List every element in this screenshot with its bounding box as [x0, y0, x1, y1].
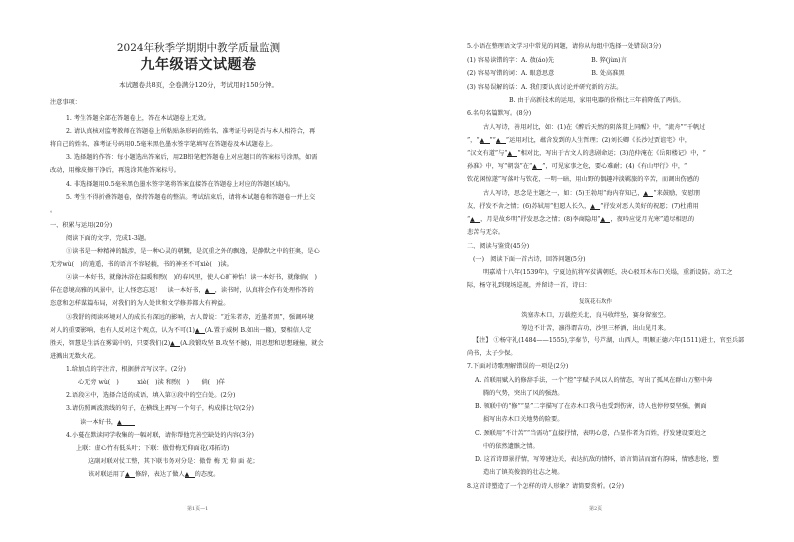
para2-answer-blank[interactable] — [205, 287, 215, 294]
para3-line — [50, 327, 311, 335]
q6-blank-2[interactable] — [496, 137, 506, 144]
q2-title: 2.语段②中，选择合适的成语，填入第③段中的空白处。(2分) — [66, 392, 236, 399]
q4-line: 上联：虚心竹有低头叶；下联：傲骨梅无仰面花(邓拓诗) — [76, 445, 230, 452]
q6-line — [467, 163, 687, 171]
para3-line — [50, 340, 324, 348]
exam-subject-title: 九年级语文试题卷 — [140, 57, 257, 73]
q6-blank-4[interactable] — [532, 163, 542, 170]
q6-text: ”，“ — [467, 137, 480, 144]
q6-title: 6.名句名篇默写。(8分) — [467, 110, 532, 117]
para1-line: 无旁wù( )的逍遥，书的语言不容轻藐，书的神圣不可xiè( )渎。 — [50, 261, 233, 268]
para2-text: ，读书时，认真将会作有处理作答的 — [214, 287, 314, 294]
para2-line: ②读一本好书，就像沐浴在温暖和煦( )的春风里，使人心旷神怡！读一本好书，就像倘( ) — [66, 274, 317, 281]
q7-option: 中的依然遗骸之情。 — [483, 443, 539, 450]
q6-blank-5[interactable] — [643, 190, 653, 197]
q3-title: 3.请仿照画波浪线的句子，在横线上再写一个句子，构成排比句(2分) — [66, 405, 254, 412]
poem-intro: 明嘉靖十八年(1539年)，宁夏边抗将军贫满朝廷，决心驳耳木布口关塌，重新设防。动工之 — [483, 269, 733, 276]
q6-line — [483, 190, 700, 198]
poem-title: 复筑花石坎作 — [578, 299, 612, 305]
notice-line: 3. 选择题的作答：每小题选出答案后，用2B铅笔把答题卷上对应题目的答案标号涂黑，如需 — [66, 154, 318, 161]
q6-line: 悲苦与无奈。 — [467, 229, 505, 236]
blank-marker: ▲ — [170, 340, 175, 347]
blank-marker: ▲ — [600, 216, 606, 223]
q6-line — [467, 216, 694, 224]
para3-text: (A.置于威树 B.如出一辙)，要相信人定 — [204, 327, 312, 334]
q6-text: 孙准》中，写“朝袅”在“ — [467, 163, 533, 170]
q6-text: ”“ — [489, 137, 496, 144]
q5-item: (3) 容易误解的话：A. 我们要认真讨论并研究新的方法。 — [467, 84, 623, 91]
poem-note: 尚书，太子少保。 — [467, 350, 517, 357]
blank-1[interactable] — [195, 327, 205, 334]
para3-text: 胜天，智慧是生活在雾霭中的，只要我们(2) — [50, 340, 171, 347]
section1-intro: 阅读下面的文字，完成1-3题。 — [66, 235, 151, 242]
notice-line: 。 — [50, 207, 57, 214]
page-number-right: 第2页 — [589, 506, 603, 512]
q7-title: 7.下面对诗歌理解错误的一项是(2分) — [467, 363, 569, 370]
exam-info: 本试题卷共8页，全卷满分120分，考试用时150分钟。 — [119, 81, 278, 89]
blank-marker: ▲ — [643, 190, 649, 197]
poem-note: 【注】 ①杨守礼(1484——1555),字秦节，号芦湖，山西人，明顺正德六年(1511)进士，官至兵部 — [473, 337, 745, 344]
blank-marker: ▲ — [532, 163, 537, 170]
q6-text: ，夜吟应觉月光寒”道尽相思的 — [610, 216, 695, 223]
q6-blank-7[interactable] — [470, 216, 480, 223]
q4-line: 这副对联对仗工整，其下联韦务对分是：傲骨 梅 无 仰 面 花； — [88, 458, 259, 465]
q4-blank-attitude[interactable] — [185, 471, 195, 478]
blank-marker: ▲ — [507, 150, 513, 157]
q6-blank-3[interactable] — [507, 150, 517, 157]
blank-marker: ▲ — [117, 419, 122, 426]
q6-text: 古人写诗，思念是主题之一，如：(5)王勃用“海内存知己， — [483, 190, 644, 197]
q7-option[interactable]: C. 颈联用“不计苦”“当需功”直接抒情，表明心意，凸显作者为百姓，抒发建设要追之 — [475, 430, 707, 437]
q4-text: 修辞，表达了做人 — [135, 471, 185, 478]
q6-blank-8[interactable] — [600, 216, 610, 223]
notice-line: 改动，用橡皮擦干净后，再选涂其他答案标号。 — [50, 167, 180, 174]
q6-line: 古人写诗，善用对比，如：(1)在《醉后天然的阴落贯上同醒》中，“流舟”“千帆过 — [483, 124, 706, 131]
q5-item: (2) 容易写错的词：A. 眼意思意 B. 处高准黑 — [467, 70, 625, 77]
blank-marker: ▲ — [495, 137, 501, 144]
q7-option[interactable]: D. 这首诗即景抒情，写筹建边关，表达抗敌的情怀，语言简洁而富有韵味，情感悲怆，塑 — [475, 456, 719, 463]
para3-line: 进溅出无数火花。 — [50, 353, 100, 360]
q3-text: 读一本好书， — [80, 419, 118, 426]
q5-item: B. 由于高新技术的运用，家用电器的价格比三年前降低了两倍。 — [509, 97, 685, 104]
q1-items: 心无旁 wù( ) xiè( )渎 和煦( ) 倘( )佯 — [78, 379, 225, 386]
q5-title: 5.小语在整理语文学习中常见的问题，请你从每组中选择一处错误(3分) — [467, 43, 662, 50]
para2-text: 佯在意境高雅的风景中，让人怪恋忘返！ 读一本好书， — [50, 287, 205, 294]
q6-blank-1[interactable] — [480, 137, 490, 144]
blank-marker: ▲ — [194, 327, 200, 334]
q6-line — [467, 150, 706, 158]
blank-marker: ▲ — [184, 471, 190, 478]
section2-title: 二、阅读与鉴赏(45分) — [467, 243, 530, 250]
q6-text: ”来鼓励，安慰朋 — [653, 190, 700, 197]
section1-title: 一、积累与运用(20分) — [50, 222, 113, 229]
para3-text: (A.段锻攻坚 B.攻坚不撼)，用思想和思想碰撞，就会 — [180, 340, 324, 347]
q6-text: ”，可见家事之危，要心难耐；(4)《有山甲行》中，“ — [542, 163, 688, 170]
q1-title: 1.给加点的字注音，根据拼音写汉字。(2分) — [66, 366, 186, 373]
page-number-left: 第1页—1 — [187, 506, 209, 512]
poem-intro: 际，杨守礼到现场巡视，并留诗一首，诗曰： — [467, 282, 591, 289]
notice-line: 2. 请认真核对监考教师在答题卷上所粘贴条形码的姓名、准考证号码是否与本人相符合，再 — [66, 128, 316, 135]
para3-line: ③我舒的阅读环境对人的成长有深远的影响，古人曾说：“近朱者赤，近墨者黑”，强调环境 — [66, 314, 314, 321]
q4-blank-rhetoric[interactable] — [125, 471, 135, 478]
q6-text: ”相对比，写出于古文人的悲剧命运；(3)范仲淹在《岳阳楼记》中，“ — [517, 150, 706, 157]
blank-marker: ▲ — [479, 137, 485, 144]
q6-text: ”抒发对恶人美好的祝愿；(7)杜甫用 — [600, 203, 699, 210]
para3-text: 对人的重要影响，也有人反对这个观点，认为不可(1) — [50, 327, 195, 334]
para2-line — [50, 287, 314, 295]
q6-text: 友，抒发不舍之情；(6)苏轼用“但愿人长久， — [467, 203, 591, 210]
q5-item: (1) 容易读错的字：A. 敖(áo)先 B. 猝(jùn)言 — [467, 57, 627, 64]
blank-marker: ▲ — [470, 216, 475, 223]
blank-2[interactable] — [170, 340, 180, 347]
q7-option[interactable]: B. 领联中的“修”“显”二字描写了在赤木口我马也受到伤害，诗人也停停要坚强，侧面 — [475, 403, 707, 410]
notice-title: 注意事项： — [50, 99, 81, 106]
q3-answer-blank[interactable] — [117, 419, 135, 426]
para2-line: 恣意和怎样谋篇布局，对我们的为人处世和文学修养都大有裨益。 — [50, 300, 230, 307]
blank-marker: ▲ — [590, 203, 595, 210]
q6-line — [467, 137, 691, 145]
q7-option: 造出了镇英俊浪的壮志之境。 — [483, 469, 564, 476]
blank-marker: ▲ — [204, 287, 210, 294]
notice-line: 5. 考生不得折叠答题卷，保持答题卷的整洁。考试结束后，请将本试题卷和答题卷一并上交 — [66, 194, 316, 201]
q6-text: “汉文有道”与“ — [467, 150, 508, 157]
q4-text: 该对联运用了 — [88, 471, 126, 478]
q6-text: ，月是故乡明”抒发思念之情；(8)李商隐用“ — [480, 216, 601, 223]
notice-line: 4. 非选择题用0.5毫米黑色墨水签字笔将答案直接答在答题卷上对应的答题区域内。 — [66, 181, 295, 188]
q6-text: ”运用对比，蕴含发到的人生哲理；(2)刘长卿《长沙过贾谊宅》中， — [505, 137, 692, 144]
q4-line — [88, 471, 219, 479]
q7-option[interactable]: A. 首联用赋入的修辞手法，一个“控”字赋予风以人的情态，写出了孤风在群山万壑中奔 — [475, 377, 713, 384]
q6-line: 钦花闲惊遂”写落叶与钦花，一明一暗，用山野的偶趣冲淡羁旅的辛苦，而调出伤感的 — [467, 176, 700, 183]
poem-line: 筑塞赤木口，万载控关北，良马收绊坠，赛身留塞空。 — [521, 312, 670, 319]
right-column — [397, 0, 794, 542]
q6-line — [467, 203, 699, 211]
notice-line: 将自己的姓名、准考证号码用0.5毫米黑色墨水签字笔填写在答题卷及本试题卷上。 — [50, 141, 277, 148]
q7-option: 腾的气势，突出了风的强劲。 — [483, 390, 564, 397]
para1-line: ①读书是一种精神的跋涉，是一种心灵的朝觐，是沉重之外的飘逸，是静默之中的狂奥，是心 — [66, 248, 320, 255]
q7-option: 损写出赤木口关地势的险要。 — [483, 416, 564, 423]
q6-blank-6[interactable] — [590, 203, 600, 210]
q8-title: 8.这首诗塑造了一个怎样的诗人形象？请简要赏析。(2分) — [467, 483, 624, 490]
q4-text: 的态度。 — [194, 471, 220, 478]
poem-line: 筹边不计苦，凛得谓吉功，沙里三杯酒，出山见月来。 — [521, 325, 670, 332]
notice-line: 1. 考生答题全部在答题卷上，答在本试题卷上无效。 — [66, 115, 210, 122]
q3-line — [80, 419, 135, 427]
blank-marker: ▲ — [125, 471, 130, 478]
q4-title: 4.小蔓在默读同学收集的一幅对联，请你帮他完善空缺处的内容(3分) — [66, 432, 254, 439]
q6-text: “ — [467, 216, 471, 223]
section2-sub: (一) 阅读下面一首古诗，回答问题(5分) — [473, 256, 586, 263]
exam-term-title: 2024年秋季学期期中教学质量监测 — [116, 42, 281, 54]
